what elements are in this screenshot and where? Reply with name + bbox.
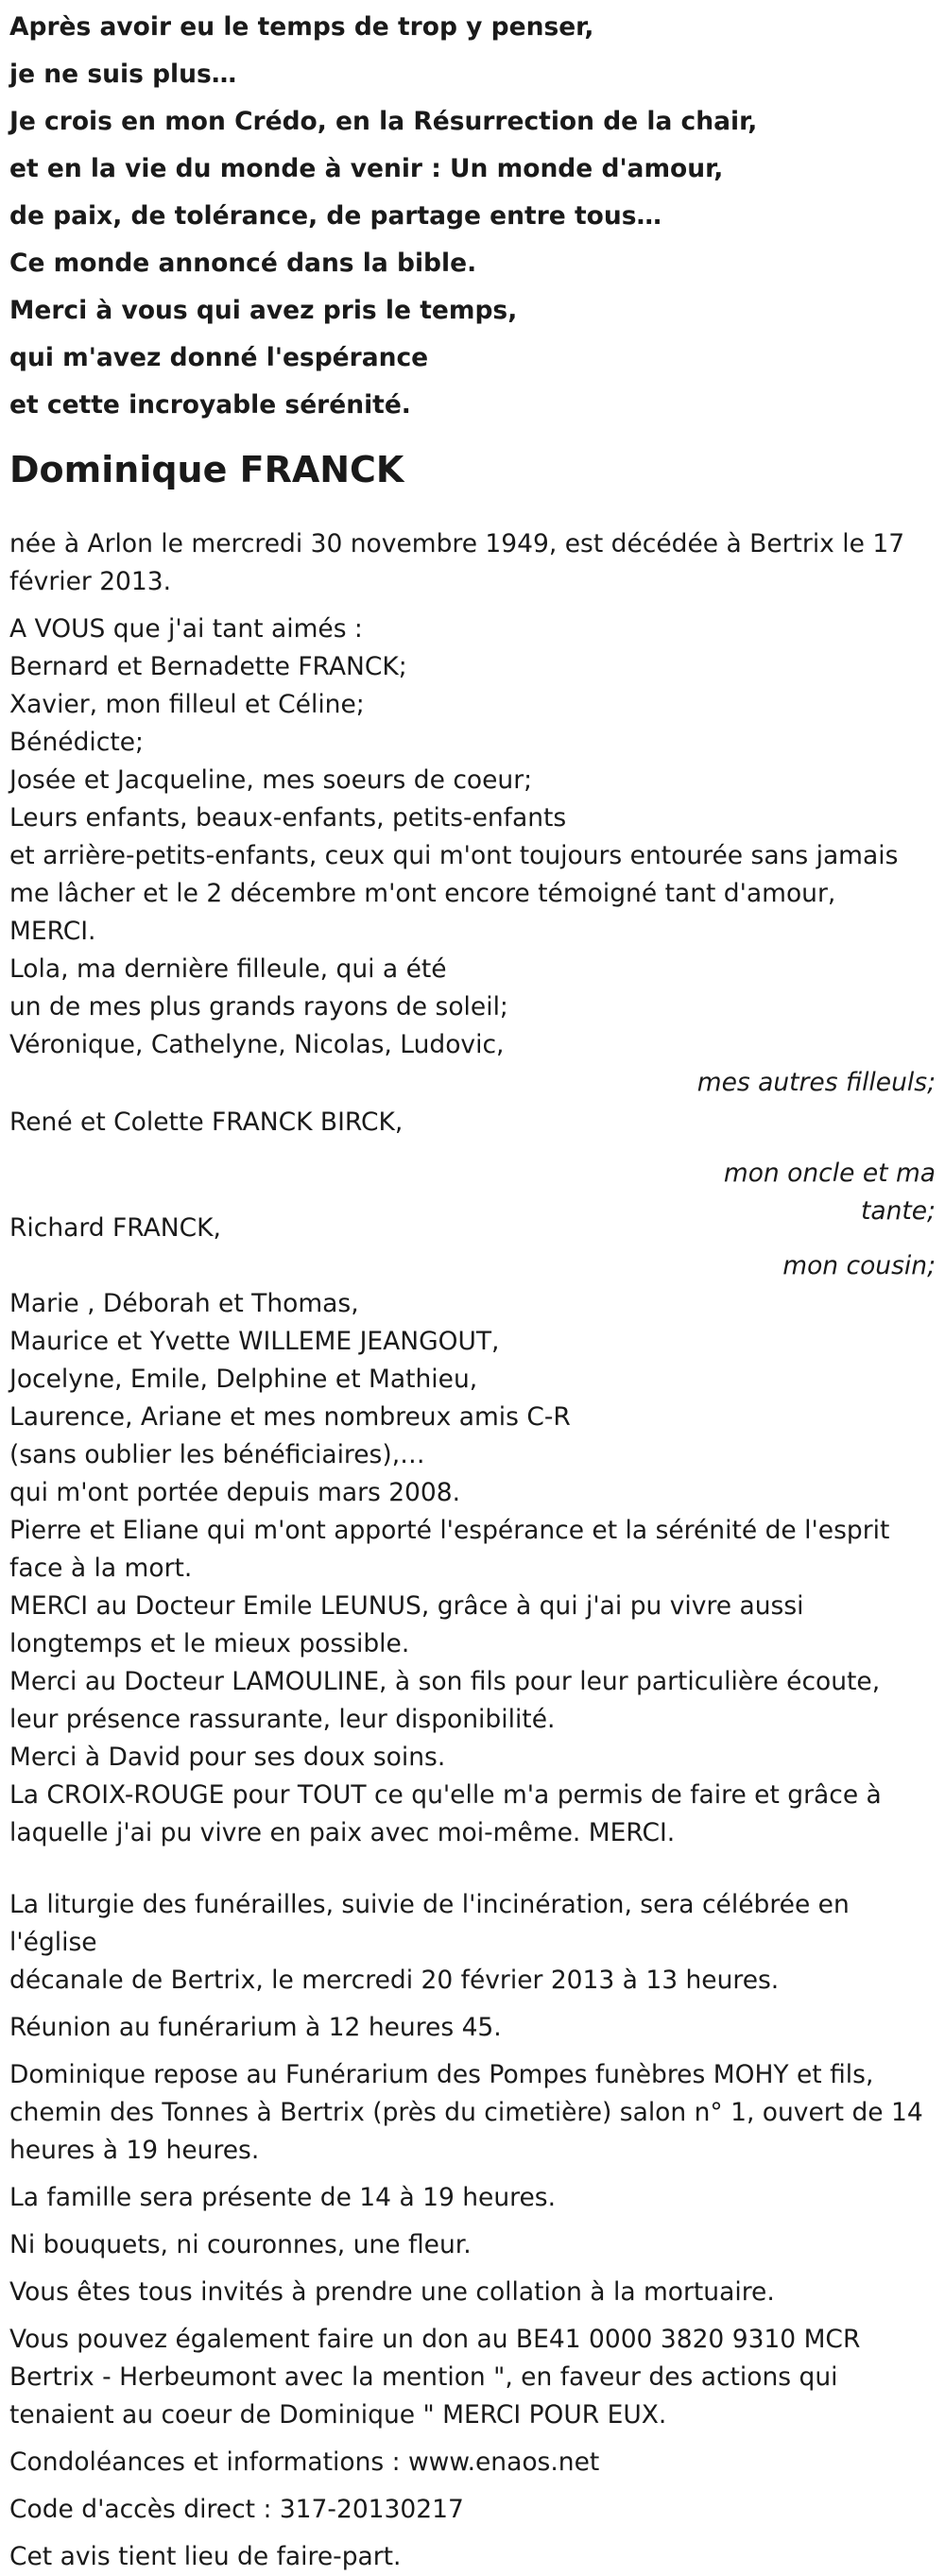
thanks-line: MERCI. (9, 917, 96, 946)
birth-line: née à Arlon le mercredi 30 novembre 1949, est décédée à Bertrix le 17 (9, 529, 905, 558)
cousin-note: mon cousin; (782, 1251, 936, 1280)
donation-line: Bertrix - Herbeumont avec la mention ", en faveur des actions qui (9, 2362, 838, 2392)
thanks-line: Bénédicte; (9, 728, 144, 757)
thanks-line: Josée et Jacqueline, mes soeurs de coeur; (9, 765, 533, 795)
liturgy-line: décanale de Bertrix, le mercredi 20 février 2013 à 13 heures. (9, 1966, 780, 1995)
friends-line: leur présence rassurante, leur disponibilité. (9, 1705, 556, 1734)
poem-line: qui m'avez donné l'espérance (9, 343, 429, 372)
friends-line: Marie , Déborah et Thomas, (9, 1289, 359, 1318)
friends-line: Pierre et Eliane qui m'ont apporté l'espérance et la sérénité de l'esprit (9, 1516, 890, 1545)
thanks-line: un de mes plus grands rayons de soleil; (9, 992, 508, 1022)
thanks-line: Xavier, mon filleul et Céline; (9, 690, 365, 719)
donation-line: tenaient au coeur de Dominique " MERCI POUR EUX. (9, 2400, 667, 2430)
flowers-line: Ni bouquets, ni couronnes, une fleur. (9, 2230, 472, 2259)
friends-line: Jocelyne, Emile, Delphine et Mathieu, (9, 1365, 478, 1394)
friends-line: Maurice et Yvette WILLEME JEANGOUT, (9, 1327, 500, 1356)
friends-line: qui m'ont portée depuis mars 2008. (9, 1478, 461, 1507)
poem-line: Ce monde annoncé dans la bible. (9, 249, 477, 278)
friends-line: Merci au Docteur LAMOULINE, à son fils pour leur particulière écoute, (9, 1667, 881, 1696)
friends-line: Laurence, Ariane et mes nombreux amis C-R (9, 1402, 571, 1432)
friends-line: face à la mort. (9, 1554, 193, 1583)
poem-line: Merci à vous qui avez pris le temps, (9, 296, 518, 325)
uncle-line: René et Colette FRANCK BIRCK, (9, 1108, 404, 1137)
rest-line: heures à 19 heures. (9, 2136, 260, 2165)
poem-line: et cette incroyable sérénité. (9, 390, 411, 420)
poem-line: de paix, de tolérance, de partage entre tous… (9, 201, 662, 231)
deceased-name: Dominique FRANCK (9, 449, 404, 490)
friends-line: (sans oublier les bénéficiaires),… (9, 1440, 425, 1469)
poem-line: je ne suis plus… (9, 60, 237, 89)
notice-line: Cet avis tient lieu de faire-part. (9, 2542, 402, 2571)
obituary-body (9, 493, 936, 2576)
meeting-line: Réunion au funérarium à 12 heures 45. (9, 2013, 502, 2042)
friends-line: laquelle j'ai pu vivre en paix avec moi-même. MERCI. (9, 1818, 676, 1847)
donation-line: Vous pouvez également faire un don au BE41 0000 3820 9310 MCR (9, 2325, 861, 2354)
collation-line: Vous êtes tous invités à prendre une collation à la mortuaire. (9, 2277, 775, 2307)
thanks-line: et arrière-petits-enfants, ceux qui m'ont toujours entourée sans jamais (9, 841, 899, 870)
liturgy-line: La liturgie des funérailles, suivie de l'incinération, sera célébrée en l'église (9, 1890, 850, 1957)
poem-line: Après avoir eu le temps de trop y penser, (9, 12, 594, 42)
friends-line: La CROIX-ROUGE pour TOUT ce qu'elle m'a permis de faire et grâce à (9, 1780, 882, 1810)
poem-line: Je crois en mon Crédo, en la Résurrection de la chair, (9, 107, 758, 136)
birth-line: février 2013. (9, 567, 172, 596)
thanks-line: me lâcher et le 2 décembre m'ont encore témoigné tant d'amour, (9, 879, 836, 908)
rest-line: chemin des Tonnes à Bertrix (près du cimetière) salon n° 1, ouvert de 14 (9, 2098, 923, 2127)
friends-line: longtemps et le mieux possible. (9, 1629, 410, 1658)
poem (9, 0, 936, 429)
poem-line: et en la vie du monde à venir : Un monde d'amour, (9, 154, 724, 183)
friends-line: MERCI au Docteur Emile LEUNUS, grâce à qui j'ai pu vivre aussi (9, 1591, 804, 1621)
thanks-line: A VOUS que j'ai tant aimés : (9, 614, 363, 644)
family-line: La famille sera présente de 14 à 19 heures. (9, 2183, 556, 2212)
godchildren-note: mes autres filleuls; (696, 1068, 936, 1097)
uncle-note: tante; (860, 1196, 936, 1226)
thanks-line: Bernard et Bernadette FRANCK; (9, 652, 407, 681)
access-code-line: Code d'accès direct : 317-20130217 (9, 2495, 464, 2524)
uncle-note: mon oncle et ma (723, 1159, 936, 1188)
thanks-line: Leurs enfants, beaux-enfants, petits-enfants (9, 803, 567, 833)
thanks-line: Lola, ma dernière filleule, qui a été (9, 954, 447, 984)
friends-line: Merci à David pour ses doux soins. (9, 1743, 446, 1772)
condolences-line: Condoléances et informations : www.enaos.net (9, 2447, 600, 2477)
rest-line: Dominique repose au Funérarium des Pompes funèbres MOHY et fils, (9, 2060, 874, 2089)
cousin-line: Richard FRANCK, (9, 1213, 221, 1243)
thanks-line: Véronique, Cathelyne, Nicolas, Ludovic, (9, 1030, 505, 1059)
